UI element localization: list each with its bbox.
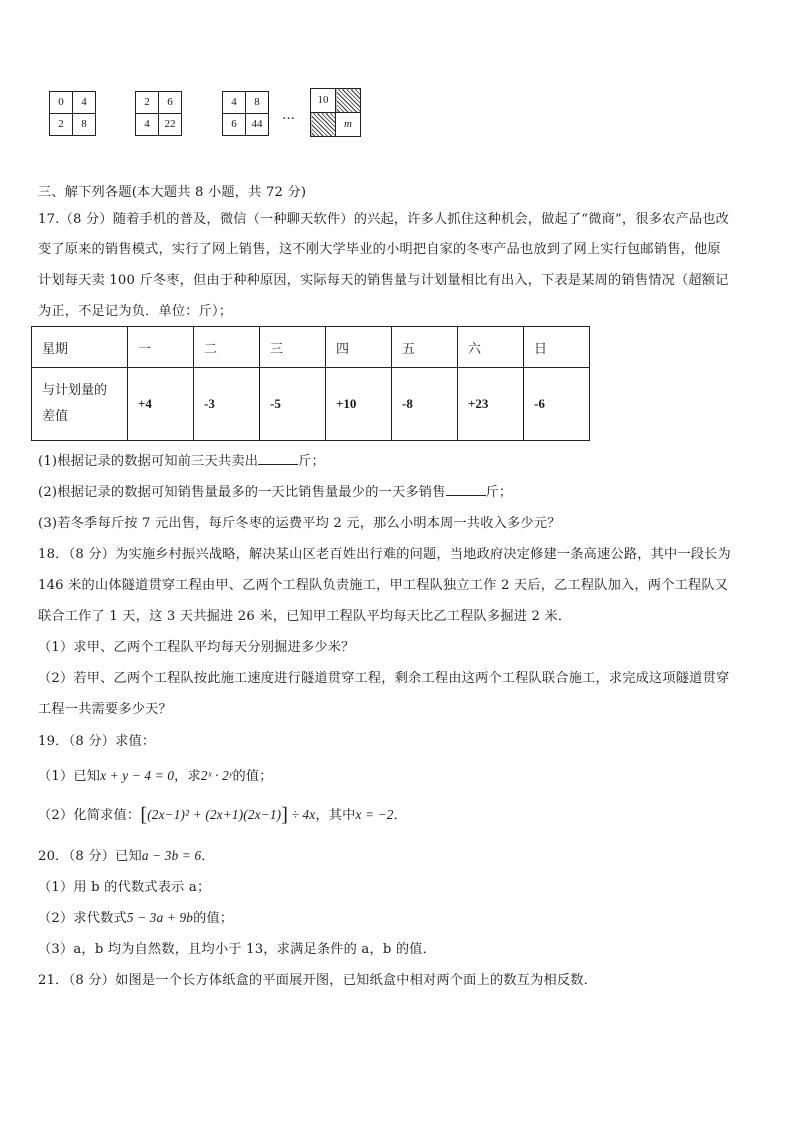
diff-value: -6 bbox=[524, 368, 590, 441]
q17-sub1 bbox=[38, 450, 325, 469]
header-label: 星期 bbox=[32, 327, 128, 368]
q20-sub1: （1）用 b 的代数式表示 a； bbox=[38, 880, 211, 895]
q21-line: 21．（8 分）如图是一个长方体纸盒的平面展开图，已知纸盒中相对两个面上的数互为相反数． bbox=[38, 973, 598, 988]
day-header: 三 bbox=[260, 327, 326, 368]
grid-cell: 8 bbox=[246, 92, 269, 114]
grid-cell: 8 bbox=[73, 114, 96, 136]
grid-cell: 4 bbox=[223, 92, 246, 114]
q20-sub2-prefix: （2）求代数式 bbox=[38, 911, 127, 926]
grid-cell-m: m bbox=[336, 113, 361, 137]
q17-sub1-unit: 斤； bbox=[298, 454, 325, 469]
q20-sub2 bbox=[38, 907, 233, 926]
day-header: 二 bbox=[194, 327, 260, 368]
row-label-line-2: 差值 bbox=[42, 409, 69, 424]
q19-sub2-condition: x = −2 bbox=[355, 807, 394, 822]
diff-value: +4 bbox=[128, 368, 194, 441]
q19-title: 19．（8 分）求值： bbox=[38, 734, 156, 749]
q18-sub2-line-1: （2）若甲、乙两个工程队按此施工速度进行隧道贯穿工程，剩余工程由这两个工程队联合施工，求完成这项隧道贯穿 bbox=[38, 671, 730, 686]
q18-line-1: 18．（8 分）为实施乡村振兴战略，解决某山区老百姓出行难的问题，当地政府决定修建一条高速公路，其中一段长为 bbox=[38, 547, 731, 562]
q19-sub1 bbox=[38, 765, 273, 784]
q17-sub2-text: (2)根据记录的数据可知销售量最多的一天比销售量最少的一天多销售 bbox=[38, 485, 446, 500]
q18-line-3: 联合工作了 1 天，这 3 天共掘进 26 米，已知甲工程队平均每天比乙工程队多掘进 2 米． bbox=[38, 609, 572, 624]
q20-sub3: （3）a，b 均为自然数，且均小于 13，求满足条件的 a，b 的值． bbox=[38, 942, 437, 957]
left-bracket: [ bbox=[140, 804, 148, 826]
day-header: 一 bbox=[128, 327, 194, 368]
q19-sub1-mid: ，求 bbox=[174, 769, 201, 784]
q17-line-3: 计划每天卖 100 斤冬枣，但由于种种原因，实际每天的销售量与计划量相比有出入，下表是某周的销售情况（超额记 bbox=[38, 273, 729, 288]
pattern-grid-2 bbox=[135, 91, 182, 136]
q17-line-1: 17.（8 分）随着手机的普及，微信（一种聊天软件）的兴起，许多人抓住这种机会，做起了“微商”，很多农产品也改 bbox=[38, 212, 730, 227]
q20-equation: a − 3b = 6 bbox=[141, 848, 202, 863]
day-header: 五 bbox=[392, 327, 458, 368]
q19-sub1-suffix: 的值； bbox=[232, 769, 273, 784]
day-header: 日 bbox=[524, 327, 590, 368]
q19-sub2-prefix: （2）化简求值： bbox=[38, 808, 141, 823]
grid-cell: 2 bbox=[50, 114, 73, 136]
grid-cell: 10 bbox=[311, 89, 336, 113]
q19-sub2-mid: ，其中 bbox=[315, 808, 356, 823]
q19-sub2-expression: (2x−1)² + (2x+1)(2x−1) bbox=[147, 807, 282, 822]
q19-sub2-math bbox=[140, 804, 316, 826]
ellipsis: … bbox=[282, 108, 295, 123]
grid-cell: 4 bbox=[136, 114, 159, 136]
diff-value: -8 bbox=[392, 368, 458, 441]
grid-cell: 2 bbox=[136, 92, 159, 114]
sales-table bbox=[31, 326, 590, 441]
hatched-cell bbox=[311, 113, 336, 137]
row-label-line-1: 与计划量的 bbox=[42, 383, 108, 398]
q19-sub1-prefix: （1）已知 bbox=[38, 769, 101, 784]
q19-sub1-expression: 2ˣ · 2ʸ bbox=[200, 768, 233, 783]
row-label bbox=[32, 368, 128, 441]
q19-sub2-divisor: ÷ 4x bbox=[291, 807, 316, 822]
q17-sub1-text: (1)根据记录的数据可知前三天共卖出 bbox=[38, 454, 259, 469]
q20-title bbox=[38, 845, 215, 864]
diff-value: -3 bbox=[194, 368, 260, 441]
answer-blank[interactable] bbox=[258, 464, 298, 465]
q18-sub1: （1）求甲、乙两个工程队平均每天分别掘进多少米？ bbox=[38, 640, 355, 655]
day-header: 六 bbox=[458, 327, 524, 368]
grid-cell: 44 bbox=[246, 114, 269, 136]
q17-line-4: 为正，不足记为负．单位：斤）； bbox=[38, 304, 233, 319]
grid-cell: 6 bbox=[223, 114, 246, 136]
day-header: 四 bbox=[326, 327, 392, 368]
q18-line-2: 146 米的山体隧道贯穿工程由甲、乙两个工程队负责施工，甲工程队独立工作 2 天后，乙工程队加入，两个工程队又 bbox=[38, 578, 729, 593]
right-bracket: ] bbox=[281, 804, 289, 826]
q17-sub2 bbox=[38, 481, 512, 500]
q20-title-suffix: ． bbox=[201, 849, 215, 864]
q20-sub2-expression: 5 − 3a + 9b bbox=[126, 910, 194, 925]
answer-blank[interactable] bbox=[446, 495, 486, 496]
q19-sub2 bbox=[38, 804, 407, 827]
hatched-cell bbox=[336, 89, 361, 113]
diff-value: +10 bbox=[326, 368, 392, 441]
section-title: 三、解下列各题(本大题共 8 小题，共 72 分) bbox=[38, 185, 307, 200]
pattern-grid-3 bbox=[222, 91, 269, 136]
q20-sub2-suffix: 的值； bbox=[193, 911, 234, 926]
q17-line-2: 变了原来的销售模式，实行了网上销售，这不刚大学毕业的小明把自家的冬枣产品也放到了网上实行包邮销售，他原 bbox=[38, 242, 721, 257]
pattern-grid-4 bbox=[310, 88, 361, 137]
q20-title-prefix: 20．（8 分）已知 bbox=[38, 849, 142, 864]
q19-sub1-equation: x + y − 4 = 0 bbox=[100, 768, 175, 783]
grid-cell: 4 bbox=[73, 92, 96, 114]
q18-sub2-line-2: 工程一共需要多少天？ bbox=[38, 702, 172, 717]
diff-value: -5 bbox=[260, 368, 326, 441]
diff-value: +23 bbox=[458, 368, 524, 441]
pattern-grid-1 bbox=[49, 91, 96, 136]
grid-cell: 0 bbox=[50, 92, 73, 114]
grid-cell: 22 bbox=[159, 114, 182, 136]
q19-sub2-suffix: ． bbox=[393, 808, 407, 823]
grid-cell: 6 bbox=[159, 92, 182, 114]
q17-sub2-unit: 斤； bbox=[485, 485, 513, 500]
q17-sub3: (3)若冬季每斤按 7 元出售，每斤冬枣的运费平均 2 元，那么小明本周一共收入多少元？ bbox=[38, 516, 561, 531]
